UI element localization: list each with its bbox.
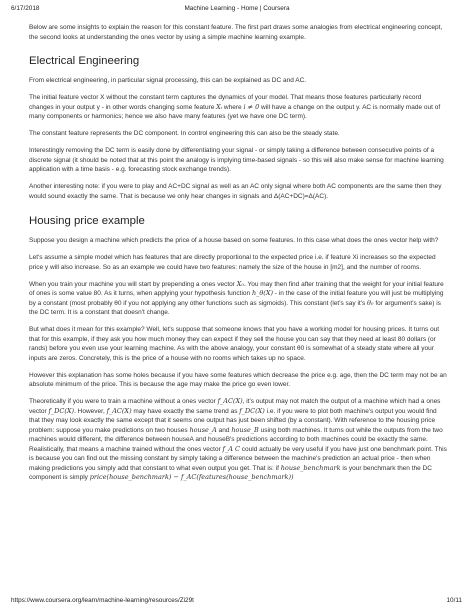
page-number: 10/11: [446, 597, 462, 604]
print-header: [0, 5, 474, 15]
housing-paragraph-3: When you train your machine you will start by prepending a ones vector X₀. You may then find after training that the weight for your initial feature of ones is some value 80. As it turns, when applying your hypothesis function h_θ(X) - in the case of the initial feature you will just be multiplying by a constant (most probably θ0 if you not applying any other functions such as sigmoids). This constant (let's say it's θ₀ for argument's sake) is the DC term. It is a constant that doesn't change.: [29, 279, 444, 316]
section-heading-electrical: Electrical Engineering: [29, 55, 140, 67]
housing-paragraph-5: However this explanation has some holes because if you have some features which decrease the price e.g. age, then the DC term may not be an absolute minimum of the price. This is because the age may make the price go even lower.: [29, 371, 447, 388]
math-hypothesis: h_θ(X): [251, 289, 273, 297]
math-x0: X₀: [236, 279, 244, 288]
math-theta0: θ₀: [367, 298, 374, 307]
housing-paragraph-2: Let's assume a simple model which has features that are directly proportional to the expected price i.e. if feature Xi increases so the expected price y will also increase. So as an example we could have two features: namely the size of the house in [m2], and the number of rooms.: [29, 254, 436, 271]
math-i-ne-0: i ≠ 0: [243, 102, 260, 111]
print-date: 6/17/2018: [11, 5, 40, 12]
intro-paragraph: Below are some insights to explain the reason for this constant feature. The first part draws some analogies from electrical engineering concept, the second looks at understanding the ones vector by using a simple machine learning example.: [29, 24, 443, 41]
document-body: [29, 23, 447, 490]
print-title: Machine Learning - Home | Coursera: [184, 5, 290, 12]
housing-paragraph-1: Suppose you design a machine which predicts the price of a house based on some features. In this case what does the ones vector help with?: [29, 237, 439, 244]
section-heading-housing: Housing price example: [29, 215, 145, 227]
housing-paragraph-4: But what does it mean for this example? Well, let's suppose that someone knows that you have a working model for housing prices. It turns out that for this example, if they ask you how much money they can expect if they sell the house you can say that they need at least 80 dollars (or rands) before you even use your learning machine. As with the above analogy, your constant θ0 is somewhat of a steady state where all your inputs are zeros. Concretely, this is the price of a house with no rooms which takes up no space.: [29, 326, 440, 362]
ee-paragraph-4: Interestingly removing the DC term is easily done by differentiating your signal - or simply taking a difference between consecutive points of a discrete signal (it should be noted that at this point the analogy is implying time-based signals - so this will also make sense for machine learning application with a time basis - e.g. forecasting stock exchange trends).: [29, 147, 444, 173]
ee-paragraph-3: The constant feature represents the DC component. In control engineering this can also be the steady state.: [29, 130, 340, 137]
ee-paragraph-5: Another interesting note: if you were to play and AC+DC signal as well as an AC only signal where both AC components are the same then they would sound exactly the same. That is because we only hear changes in signals and Δ(AC+DC)=Δ(AC).: [29, 183, 442, 200]
math-dc-component: price(house_benchmark) − f_AC(features(house_benchmark)): [89, 473, 294, 481]
housing-paragraph-6: Theoretically if you were to train a machine without a ones vector f_AC(X), it's output may not match the output of a machine which had a ones vector f_DC(X). However, f_AC(X) may have exactly the same trend as f_DC(X) i.e. if you were to plot both machine's output you would find that they may look exactly the same except that it seems one output has just been shifted (by a constant). With reference to the housing price problem: suppose you make predictions on two houses house_A and house_B using both machines. It turns out while the outputs from the two machines would different, the difference between houseA and houseB's predictions according to both machines could be exactly the same. Realistically, that means a machine trained without the ones vector f_A C could actually be very useful if you have just one benchmark point. This is because you can find out the missing constant by simply taking a difference between the machine's prediction an actual price - then when making predictions you simply add that constant to what even output you get. That is: if house_benchmark is your benchmark then the DC component is simply price(house_benchmark) − f_AC(features(house_benchmark)): [29, 397, 447, 481]
math-xi: Xᵢ: [216, 102, 223, 111]
footer-url: https://www.coursera.org/learn/machine-learning/resources/Zi29t: [11, 597, 194, 604]
ee-paragraph-2: The initial feature vector X without the constant term captures the dynamics of your model. That means those features particularly record changes in your output y - in other words changing some feature Xᵢ where i ≠ 0 will have a change on the output y. AC is normally made out of many components or harmonics; hence we also have many features (yet we have one DC term).: [29, 94, 441, 120]
ee-paragraph-1: From electrical engineering, in particular signal processing, this can be explained as DC and AC.: [29, 77, 307, 84]
